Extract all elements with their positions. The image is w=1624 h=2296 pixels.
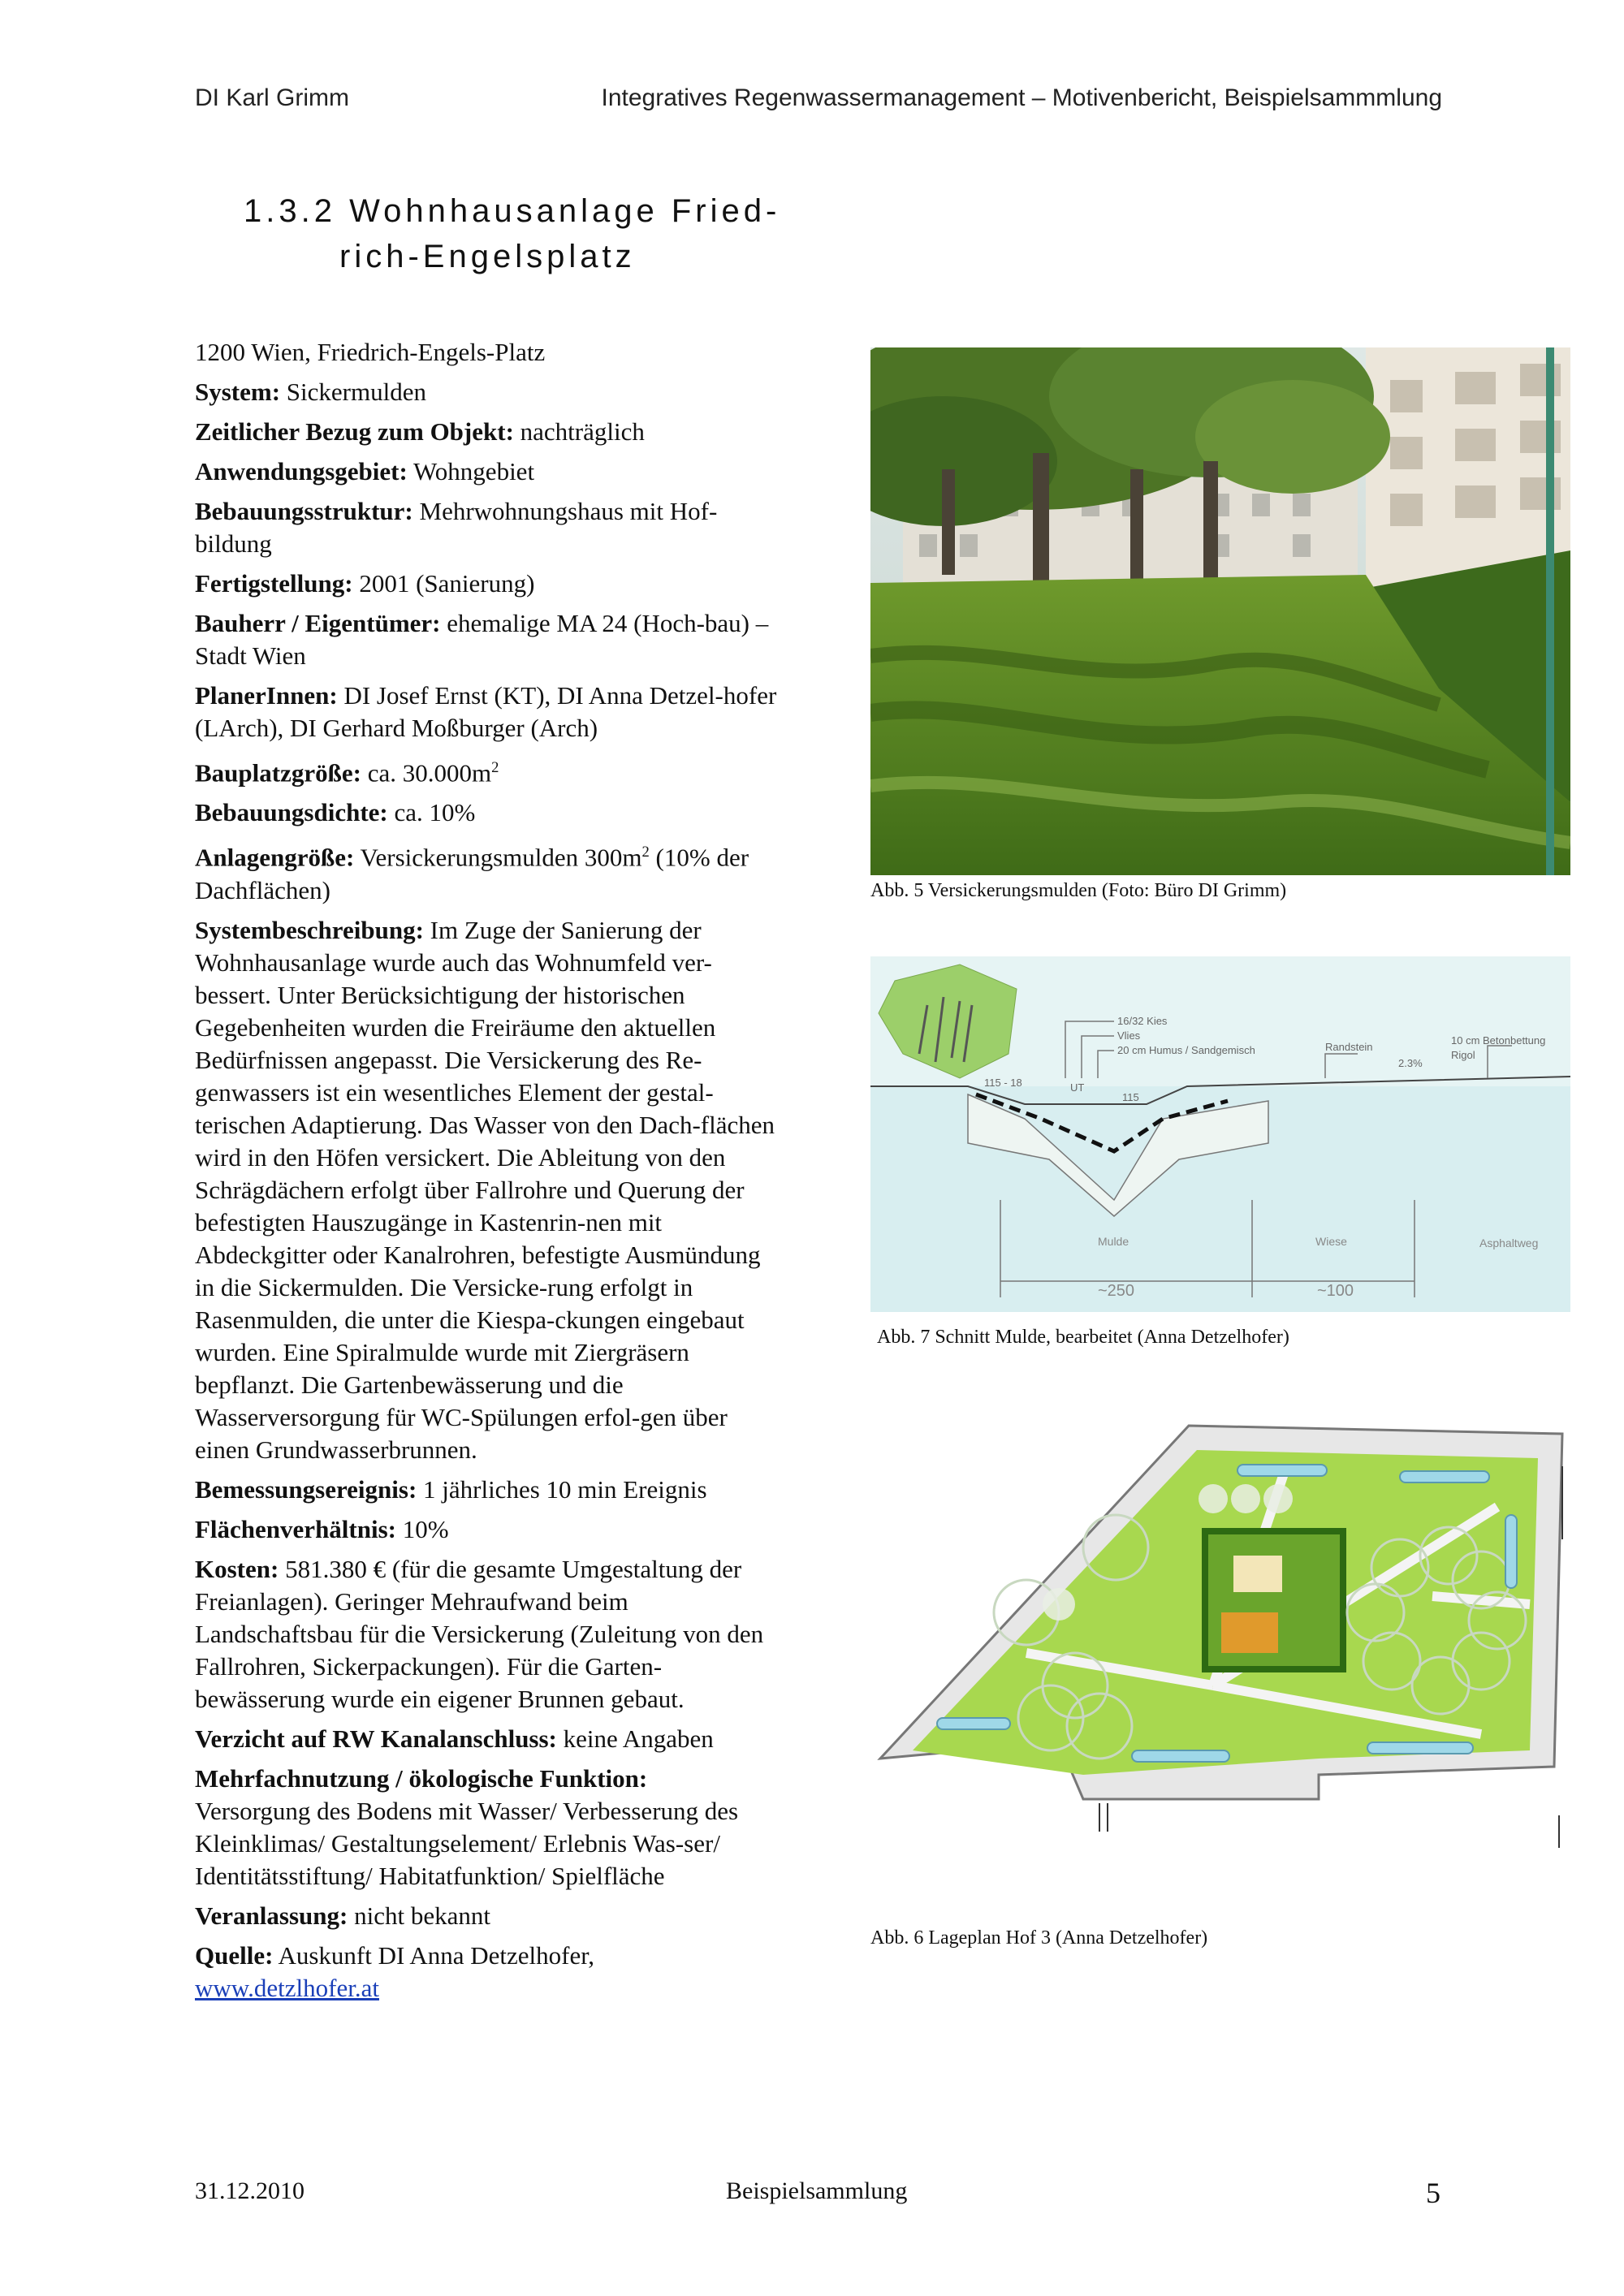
- field-value: keine Angaben: [563, 1724, 714, 1753]
- footer-center: Beispielsammlung: [726, 2177, 908, 2204]
- figure-caption-7: Abb. 7 Schnitt Mulde, bearbeitet (Anna Detzelhofer): [877, 1327, 1289, 1348]
- field-value-superscript: 2: [491, 759, 499, 776]
- field-item: [195, 376, 780, 408]
- field-list: [195, 376, 780, 1755]
- field-multinutzung: [195, 1763, 780, 1892]
- field-item: [195, 455, 780, 488]
- field-quelle: [195, 1940, 780, 2005]
- field-label: Flächenverhältnis:: [195, 1514, 396, 1543]
- label-ut: UT: [1070, 1081, 1085, 1094]
- label-randstein: Randstein: [1325, 1041, 1373, 1053]
- label-vlies: Vlies: [1117, 1029, 1141, 1042]
- label-w250: ~250: [1098, 1282, 1135, 1300]
- field-veranlassung: [195, 1900, 780, 1932]
- header-doc-title: Integratives Regenwassermanagement – Motivenbericht, Beispielsammmlung: [601, 84, 1442, 111]
- field-value: nachträglich: [520, 417, 645, 446]
- field-item: [195, 796, 780, 829]
- label-dim-mid: 115: [1122, 1091, 1139, 1103]
- field-item: [195, 607, 780, 672]
- project-description: [195, 336, 780, 2012]
- section-title-line1: Wohnhausanlage Fried-: [349, 193, 781, 229]
- field-label: Zeitlicher Bezug zum Objekt:: [195, 417, 514, 446]
- field-item: [195, 836, 780, 906]
- field-value: 2001 (Sanierung): [359, 569, 535, 598]
- field-value: ca. 10%: [394, 798, 476, 827]
- field-item: [195, 680, 780, 744]
- field-label: Anlagengröße:: [195, 843, 355, 872]
- label-wiese: Wiese: [1315, 1235, 1347, 1248]
- label-kies: 16/32 Kies: [1117, 1015, 1168, 1027]
- label-humus: 20 cm Humus / Sandgemisch: [1117, 1044, 1255, 1056]
- address: 1200 Wien, Friedrich-Engels-Platz: [195, 338, 546, 366]
- label-dim-left: 115 - 18: [984, 1077, 1022, 1089]
- field-label: PlanerInnen:: [195, 681, 338, 710]
- field-label: System:: [195, 378, 281, 406]
- field-label: Veranlassung:: [195, 1901, 348, 1930]
- field-label: Mehrfachnutzung / ökologische Funktion:: [195, 1763, 648, 1793]
- section-title-line2: rich-Engelsplatz: [339, 239, 636, 274]
- field-item: [195, 1553, 780, 1716]
- field-value: ca. 30.000m: [367, 758, 492, 788]
- field-value-continued: (10% der Dachflächen): [195, 843, 749, 904]
- field-item: [195, 752, 780, 789]
- label-beton: 10 cm Betonbettung: [1451, 1034, 1546, 1047]
- field-value: Sickermulden: [286, 378, 426, 406]
- page-number: 5: [1426, 2177, 1440, 2209]
- field-label: Verzicht auf RW Kanalanschluss:: [195, 1724, 557, 1753]
- field-value: Wohngebiet: [413, 457, 535, 486]
- label-asphaltweg: Asphaltweg: [1479, 1236, 1539, 1249]
- field-label: Systembeschreibung:: [195, 915, 424, 944]
- label-w100: ~100: [1317, 1282, 1354, 1300]
- field-value: ehemalige MA 24 (Hoch-bau) – Stadt Wien: [195, 609, 769, 670]
- field-value: 10%: [402, 1514, 449, 1543]
- field-label: Bauplatzgröße:: [195, 758, 361, 788]
- field-value: Im Zuge der Sanierung der Wohnhausanlage wurde auch das Wohnumfeld ver-bessert. Unter Berücksichtigung der historischen Gegebenheiten wurden die Freiräume den aktuellen Bedürfnissen angepasst. Die Versickerung des Re-genwassers ist ein wesentliches Element der gestal-terischen Adaptierung. Das Wasser von den Dach-flächen wird in den Höfen versickert. Die Ableitung von den Schrägdächern erfolgt über Fallrohre und Querung der befestigten Hauszugänge in Kastenrin-nen mit Abdeckgitter oder Kanalrohren, befestigte Ausmündung in die Sickermulden. Die Versicke-rung erfolgt in Rasenmulden, die unter die Kiespa-ckungen eingebaut wurden. Eine Spiralmulde wurde mit Ziergräsern bepflanzt. Die Gartenbewässerung und die Wasserversorgung für WC-Spülungen erfol-gen über einen Grundwasserbrunnen.: [195, 915, 775, 1464]
- field-item: [195, 1474, 780, 1506]
- swale-photo: [870, 347, 1570, 875]
- section-number: 1.3.2: [244, 193, 336, 229]
- header-author: DI Karl Grimm: [195, 84, 349, 111]
- site-plan-drawing: [864, 1393, 1570, 1897]
- field-value: DI Josef Ernst (KT), DI Anna Detzel-hofer (LArch), DI Gerhard Moßburger (Arch): [195, 681, 777, 742]
- field-value: nicht bekannt: [354, 1901, 490, 1930]
- field-item: [195, 1513, 780, 1546]
- field-label: Bebauungsdichte:: [195, 798, 388, 827]
- source-link[interactable]: www.detzlhofer.at: [195, 1973, 379, 2002]
- field-label: Bebauungsstruktur:: [195, 497, 413, 525]
- figure-caption-6: Abb. 6 Lageplan Hof 3 (Anna Detzelhofer): [870, 1927, 1208, 1949]
- label-rigol: Rigol: [1451, 1049, 1475, 1061]
- label-slope: 2.3%: [1398, 1057, 1423, 1069]
- label-mulde: Mulde: [1098, 1235, 1129, 1248]
- field-item: [195, 495, 780, 560]
- field-value-superscript: 2: [641, 844, 650, 861]
- swale-section-drawing: [870, 956, 1570, 1312]
- field-label: Anwendungsgebiet:: [195, 457, 408, 486]
- field-value: Auskunft DI Anna Detzelhofer,: [278, 1940, 595, 1970]
- field-label: Bemessungsereignis:: [195, 1474, 417, 1504]
- field-label: Bauherr / Eigentümer:: [195, 609, 441, 637]
- field-label: Quelle:: [195, 1940, 274, 1970]
- section-title: [244, 188, 861, 279]
- field-item: [195, 914, 780, 1466]
- field-item: [195, 568, 780, 600]
- field-item: [195, 416, 780, 448]
- footer-date: 31.12.2010: [195, 2177, 304, 2204]
- field-label: Kosten:: [195, 1554, 279, 1583]
- field-value: Versorgung des Bodens mit Wasser/ Verbesserung des Kleinklimas/ Gestaltungselement/ Erlebnis Was-ser/ Identitätsstiftung/ Habitatfunktion/ Spielfläche: [195, 1796, 739, 1890]
- field-label: Fertigstellung:: [195, 569, 353, 598]
- field-value: Versickerungsmulden 300m: [360, 843, 642, 872]
- field-value: Mehrwohnungshaus mit Hof-bildung: [195, 497, 718, 558]
- field-item: [195, 1723, 780, 1755]
- field-value: 1 jährliches 10 min Ereignis: [423, 1474, 707, 1504]
- figure-caption-5: Abb. 5 Versickerungsmulden (Foto: Büro DI Grimm): [870, 880, 1287, 901]
- field-value: 581.380 € (für die gesamte Umgestaltung der Freianlagen). Geringer Mehraufwand beim Landschaftsbau für die Versickerung (Zuleitung von den Fallrohren, Sickerpackungen). Für die Garten-bewässerung wurde ein eigener Brunnen gebaut.: [195, 1554, 764, 1713]
